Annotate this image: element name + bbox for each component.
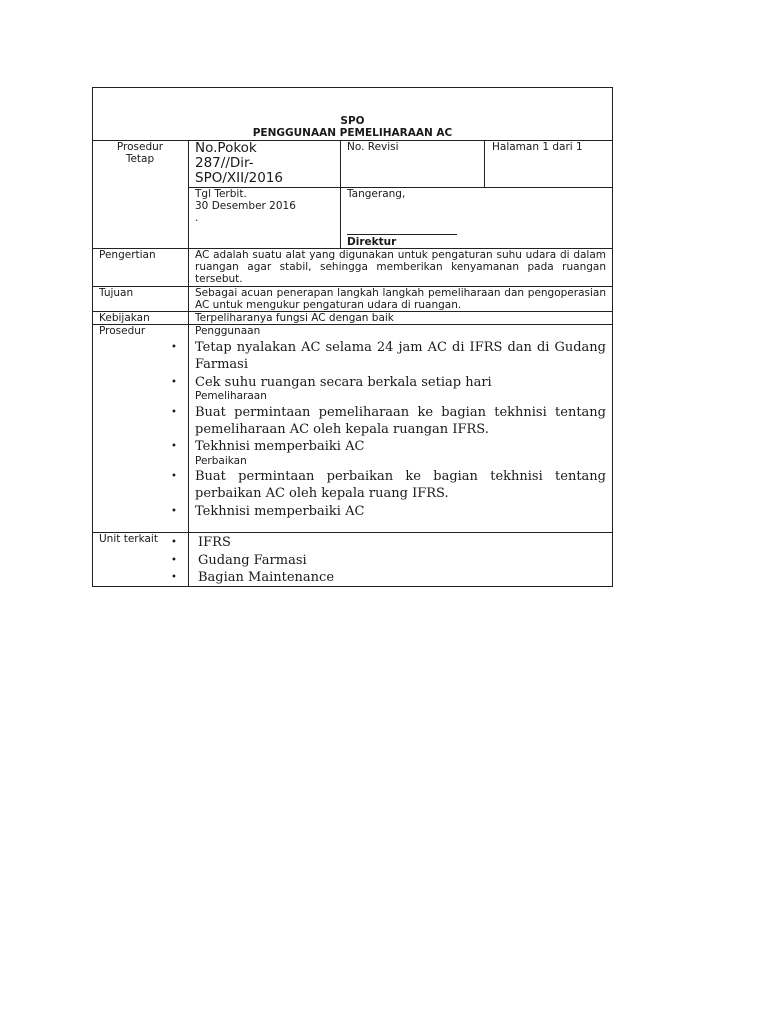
no-pokok-line2: 287//Dir- (195, 155, 254, 171)
col-divider-info-right (484, 140, 485, 188)
tempat-label: Tangerang, (347, 188, 406, 200)
perbaikan-heading: Perbaikan (195, 455, 247, 467)
row-divider-unit (92, 532, 613, 533)
unit-item-1: IFRS (198, 535, 231, 550)
signature-line (347, 234, 457, 235)
prosedur-tetap-label-line2: Tetap (125, 153, 155, 165)
no-pokok-line3: SPO/XII/2016 (195, 170, 284, 186)
penggunaan-item-1: Tetap nyalakan AC selama 24 jam AC di IFRS dan di Gudang Farmasi (195, 340, 606, 372)
bullet-icon: • (171, 471, 177, 482)
perbaikan-item-2: Tekhnisi memperbaiki AC (195, 504, 365, 519)
pemeliharaan-item-1: Buat permintaan pemeliharaan ke bagian tekhnisi tentang pemeliharaan AC oleh kepala ruangan IFRS. (195, 405, 606, 437)
tujuan-text: Sebagai acuan penerapan langkah langkah pemeliharaan dan pengoperasian AC untuk mengukur pengaturan udara di ruangan. (195, 287, 606, 311)
no-revisi-label: No. Revisi (347, 141, 399, 153)
doc-subtitle: PENGGUNAAN PEMELIHARAAN AC (252, 127, 453, 139)
pemeliharaan-heading: Pemeliharaan (195, 390, 267, 402)
pengertian-label: Pengertian (99, 249, 156, 261)
bullet-icon: • (171, 441, 177, 452)
bullet-icon: • (171, 572, 177, 583)
row-divider-prosedur (92, 324, 613, 325)
bullet-icon: • (171, 407, 177, 418)
bullet-icon: • (171, 342, 177, 353)
tgl-terbit-value: 30 Desember 2016 (195, 200, 296, 212)
prosedur-tetap-label-line1: Prosedur (116, 141, 164, 153)
unit-item-3: Bagian Maintenance (198, 570, 335, 585)
border-bottom (92, 586, 613, 587)
border-top (92, 87, 613, 88)
tujuan-label: Tujuan (99, 287, 134, 299)
jabatan-direktur: Direktur (347, 236, 397, 248)
penggunaan-item-2: Cek suhu ruangan secara berkala setiap hari (195, 375, 492, 390)
unit-terkait-label: Unit terkait (99, 533, 158, 545)
border-right (612, 87, 613, 587)
tgl-terbit-label: Tgl Terbit. (195, 188, 247, 200)
prosedur-label: Prosedur (99, 325, 146, 337)
bullet-icon: • (171, 555, 177, 566)
col-divider-info-mid (340, 140, 341, 249)
bullet-icon: • (171, 506, 177, 517)
bullet-icon: • (171, 377, 177, 388)
pengertian-text: AC adalah suatu alat yang digunakan untuk pengaturan suhu udara di dalam ruangan agar stabil, sehingga memberikan kenyamanan pada ruangan tersebut. (195, 249, 606, 285)
perbaikan-item-1: Buat permintaan perbaikan ke bagian tekhnisi tentang perbaikan AC oleh kepala ruang IFRS. (195, 469, 606, 501)
halaman-label: Halaman 1 dari 1 (492, 141, 583, 153)
doc-title: SPO (340, 115, 365, 127)
bullet-icon: • (171, 537, 177, 548)
kebijakan-label: Kebijakan (99, 312, 150, 324)
col-divider-label (188, 140, 189, 587)
no-pokok-line1: No.Pokok (195, 140, 257, 156)
kebijakan-text: Terpeliharanya fungsi AC dengan baik (195, 312, 394, 324)
tgl-terbit-dot: . (195, 212, 199, 224)
penggunaan-heading: Penggunaan (195, 325, 261, 337)
unit-item-2: Gudang Farmasi (198, 553, 307, 568)
pemeliharaan-item-2: Tekhnisi memperbaiki AC (195, 439, 365, 454)
